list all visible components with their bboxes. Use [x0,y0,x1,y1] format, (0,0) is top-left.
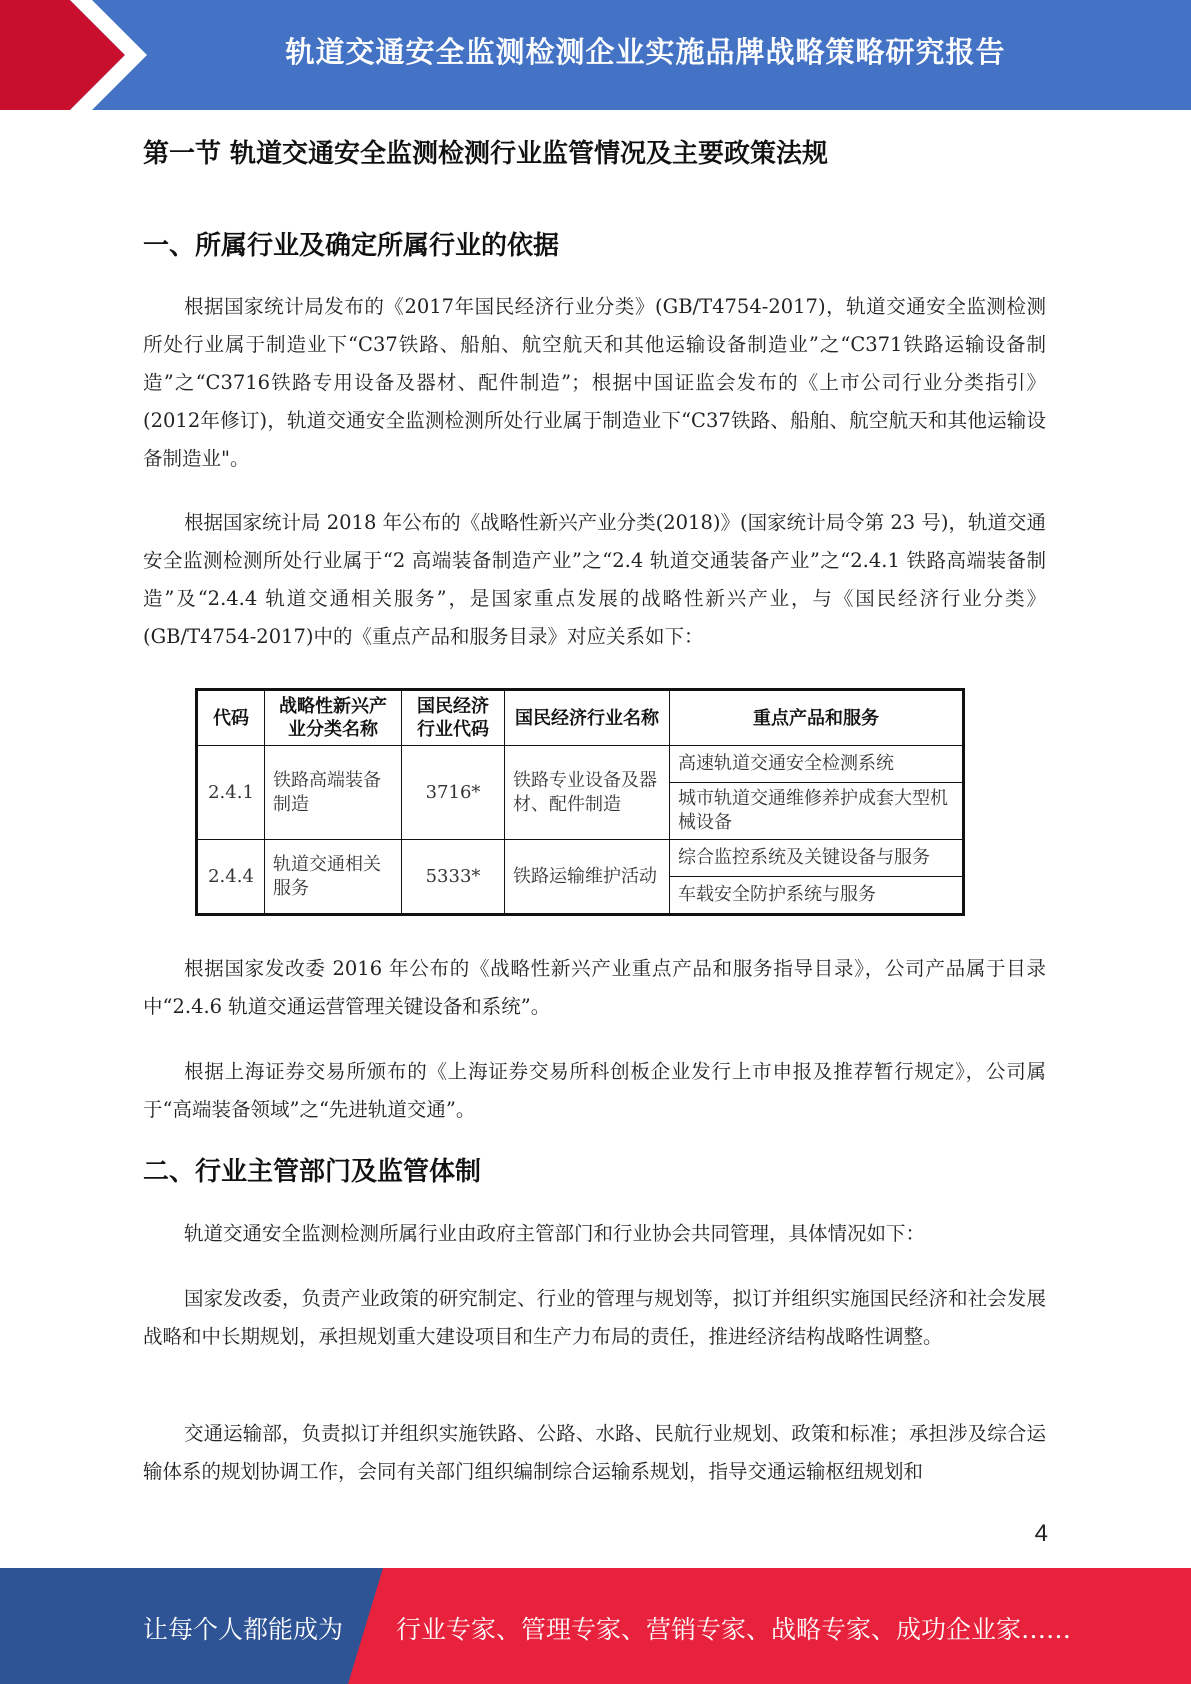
paragraph-1: 根据国家统计局发布的《2017年国民经济行业分类》(GB/T4754-2017)，轨道交通安全监测检测所处行业属于制造业下“C37铁路、船舶、航空航天和其他运输设备制造业”之“C371铁路运输设备制造”之“C3716铁路专用设备及器材、配件制造”；根据中国证监会发布的《上市公司行业分类指引》(2012年修订)，轨道交通安全监测检测所处行业属于制造业下“C37铁路、船舶、航空航天和其他运输设备制造业"。 [143,295,1046,470]
table-cell-code: 2.4.4 [197,840,265,915]
table-row [197,840,964,877]
table-row [197,746,964,783]
footer-slogan-right: 行业专家、管理专家、营销专家、战略专家、成功企业家…… [396,1615,1072,1644]
table-cell-product: 城市轨道交通维修养护成套大型机械设备 [670,783,964,840]
heading-industry-basis: 一、所属行业及确定所属行业的依据 [143,231,560,261]
paragraph-3: 根据国家发改委 2016 年公布的《战略性新兴产业重点产品和服务指导目录》，公司产品属于目录中“2.4.6 轨道交通运营管理关键设备和系统”。 [143,957,1046,1018]
paragraph-2: 根据国家统计局 2018 年公布的《战略性新兴产业分类(2018)》(国家统计局令第 23 号)，轨道交通安全监测检测所处行业属于“2 高端装备制造产业”之“2.4 轨道交通装备产业”之“2.4.1 铁路高端装备制造”及“2.4.4 轨道交通相关服务”，是国家重点发展的战略性新兴产业，与《国民经济行业分类》(GB/T4754-2017)中的《重点产品和服务目录》对应关系如下： [143,511,1046,648]
header-title: 轨道交通安全监测检测企业实施品牌战略策略研究报告 [285,35,1006,69]
paragraph-4: 根据上海证券交易所颁布的《上海证券交易所科创板企业发行上市申报及推荐暂行规定》，公司属于“高端装备领域”之“先进轨道交通”。 [143,1060,1046,1121]
table-cell-product: 高速轨道交通安全检测系统 [670,746,964,783]
table-cell-nec-code: 5333* [402,840,505,915]
table-cell-name: 铁路高端装备制造 [265,746,402,840]
table-cell-nec-name: 铁路运输维护活动 [505,840,670,915]
table-cell-nec-code: 3716* [402,746,505,840]
page-number: 4 [1034,1520,1048,1547]
table-header-cell: 战略性新兴产业分类名称 [265,690,402,746]
paragraph-6: 国家发改委，负责产业政策的研究制定、行业的管理与规划等，拟订并组织实施国民经济和社会发展战略和中长期规划，承担规划重大建设项目和生产力布局的责任，推进经济结构战略性调整。 [143,1287,1046,1348]
section-title: 第一节 轨道交通安全监测检测行业监管情况及主要政策法规 [143,139,829,169]
table-header-cell: 代码 [197,690,265,746]
table-cell-code: 2.4.1 [197,746,265,840]
page-footer [0,1568,1191,1684]
industry-mapping-table [195,688,965,916]
table-cell-product: 综合监控系统及关键设备与服务 [670,840,964,877]
footer-slogan-left: 让每个人都能成为 [143,1615,344,1644]
table-header-cell: 重点产品和服务 [670,690,964,746]
table-cell-product: 车载安全防护系统与服务 [670,877,964,915]
table-header-cell: 国民经济行业代码 [402,690,505,746]
table-header-cell: 国民经济行业名称 [505,690,670,746]
paragraph-5: 轨道交通安全监测检测所属行业由政府主管部门和行业协会共同管理，具体情况如下： [184,1222,926,1245]
heading-regulators: 二、行业主管部门及监管体制 [143,1157,482,1187]
table-cell-nec-name: 铁路专业设备及器材、配件制造 [505,746,670,840]
page-header [0,0,1191,110]
table-cell-name: 轨道交通相关服务 [265,840,402,915]
paragraph-7: 交通运输部，负责拟订并组织实施铁路、公路、水路、民航行业规划、政策和标准；承担涉及综合运输体系的规划协调工作，会同有关部门组织编制综合运输系规划，指导交通运输枢纽规划和 [143,1422,1046,1483]
table-header-row [197,690,964,746]
